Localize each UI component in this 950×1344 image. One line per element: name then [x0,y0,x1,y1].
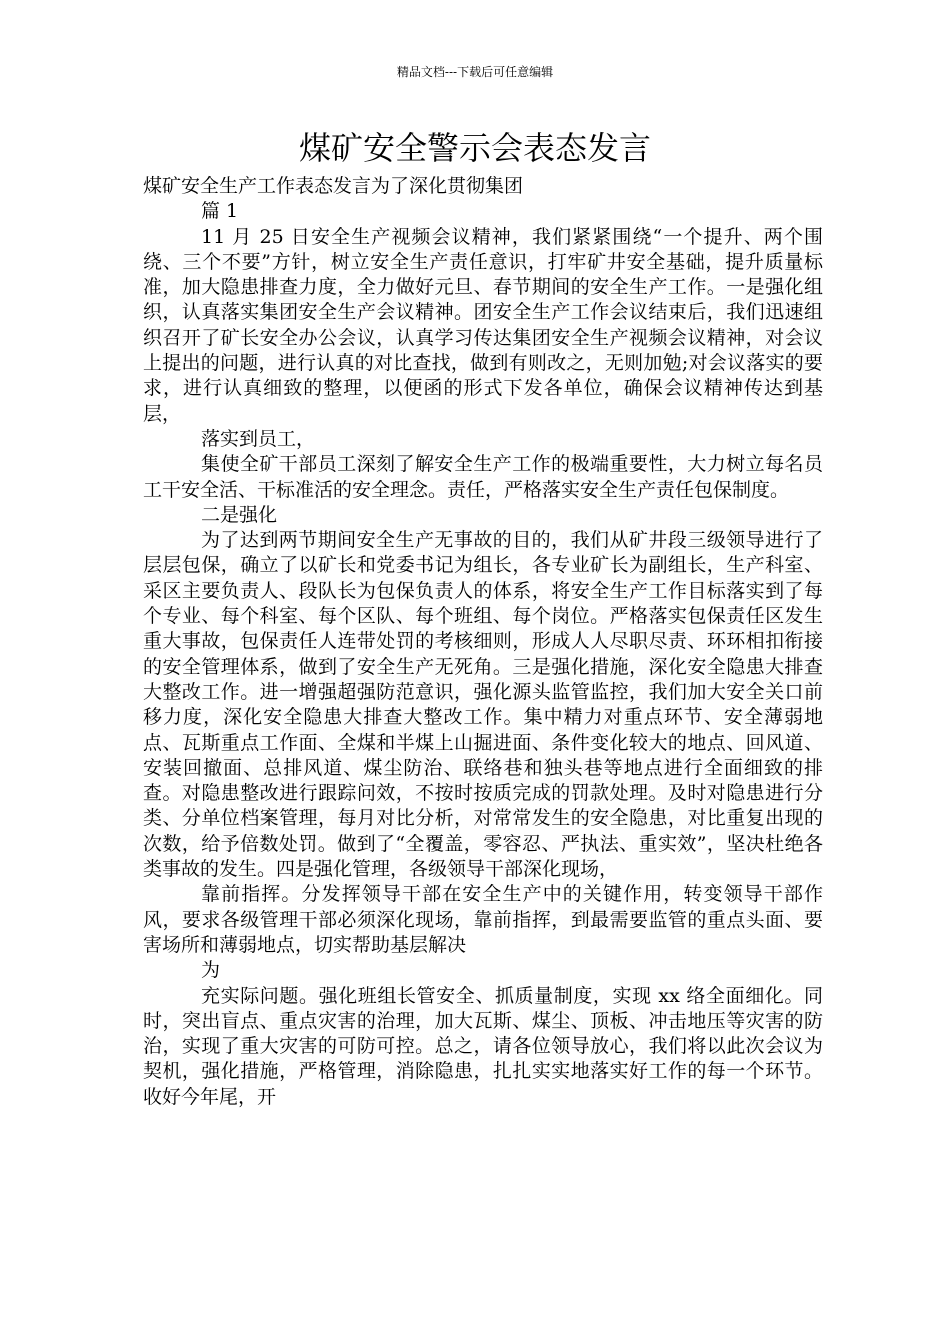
paragraph: 集使全矿干部员工深刻了解安全生产工作的极端重要性，大力树立每名员工干安全活、干标准活的安全理念。责任，严格落实安全生产责任包保制度。 [143,453,823,501]
header-note: 精品文档---下载后可任意编辑 [396,65,554,79]
document-body [143,174,823,1110]
paragraph-subtitle: 煤矿安全生产工作表态发言为了深化贯彻集团 [143,175,524,197]
paragraph-section-label: 篇 1 [201,200,239,223]
paragraph: 为 [201,959,221,982]
paragraph: 为了达到两节期间安全生产无事故的目的，我们从矿井段三级领导进行了层层包保，确立了以矿长和党委书记为组长，各专业矿长为副组长，生产科室、采区主要负责人、段队长为包保负责人的体系，将安全生产工作目标落实到了每个专业、每个科室、每个区队、每个班组、每个岗位。严格落实包保责任区发生重大事故，包保责任人连带处罚的考核细则，形成人人尽职尽责、环环相扣衔接的安全管理体系，做到了安全生产无死角。三是强化措施，深化安全隐患大排查大整改工作。进一增强超强防范意识，强化源头监管监控，我们加大安全关口前移力度，深化安全隐患大排查大整改工作。集中精力对重点环节、安全薄弱地点、瓦斯重点工作面、全煤和半煤上山掘进面、条件变化较大的地点、回风道、安装回撤面、总排风道、煤尘防治、联络巷和独头巷等地点进行全面细致的排查。对隐患整改进行跟踪问效，不按时按质完成的罚款处理。及时对隐患进行分类、分单位档案管理，每月对比分析，对常常发生的安全隐患，对比重复出现的次数，给予倍数处罚。做到了“全覆盖，零容忍、严执法、重实效”，坚决杜绝各类事故的发生。四是强化管理，各级领导干部深化现场， [143,529,823,881]
paragraph: 充实际问题。强化班组长管安全、抓质量制度，实现 xx 络全面细化。同时，突出盲点、重点灾害的治理，加大瓦斯、煤尘、顶板、冲击地压等灾害的防治，实现了重大灾害的可防可控。总之，请各位领导放心，我们将以此次会议为契机，强化措施，严格管理，消除隐患，扎扎实实地落实好工作的每一个环节。收好今年尾，开 [143,984,823,1108]
document-title: 煤矿安全警示会表态发言 [298,129,651,167]
paragraph: 靠前指挥。分发挥领导干部在安全生产中的关键作用，转变领导干部作风，要求各级管理干部必须深化现场，靠前指挥，到最需要监管的重点头面、要害场所和薄弱地点，切实帮助基层解决 [143,883,823,956]
paragraph: 二是强化 [201,503,278,526]
paragraph: 11 月 25 日安全生产视频会议精神，我们紧紧围绕“一个提升、两个围绕、三个不要”方针，树立安全生产责任意识，打牢矿井安全基础，提升质量标准，加大隐患排查力度，全力做好元旦、春节期间的安全生产工作。一是强化组织，认真落实集团安全生产会议精神。团安全生产工作会议结束后，我们迅速组织召开了矿长安全办公会议，认真学习传达集团安全生产视频会议精神，对会议上提出的问题，进行认真的对比查找，做到有则改之，无则加勉;对会议落实的要求，进行认真细致的整理，以便函的形式下发各单位，确保会议精神传达到基层， [143,225,823,425]
paragraph: 落实到员工， [201,427,316,450]
